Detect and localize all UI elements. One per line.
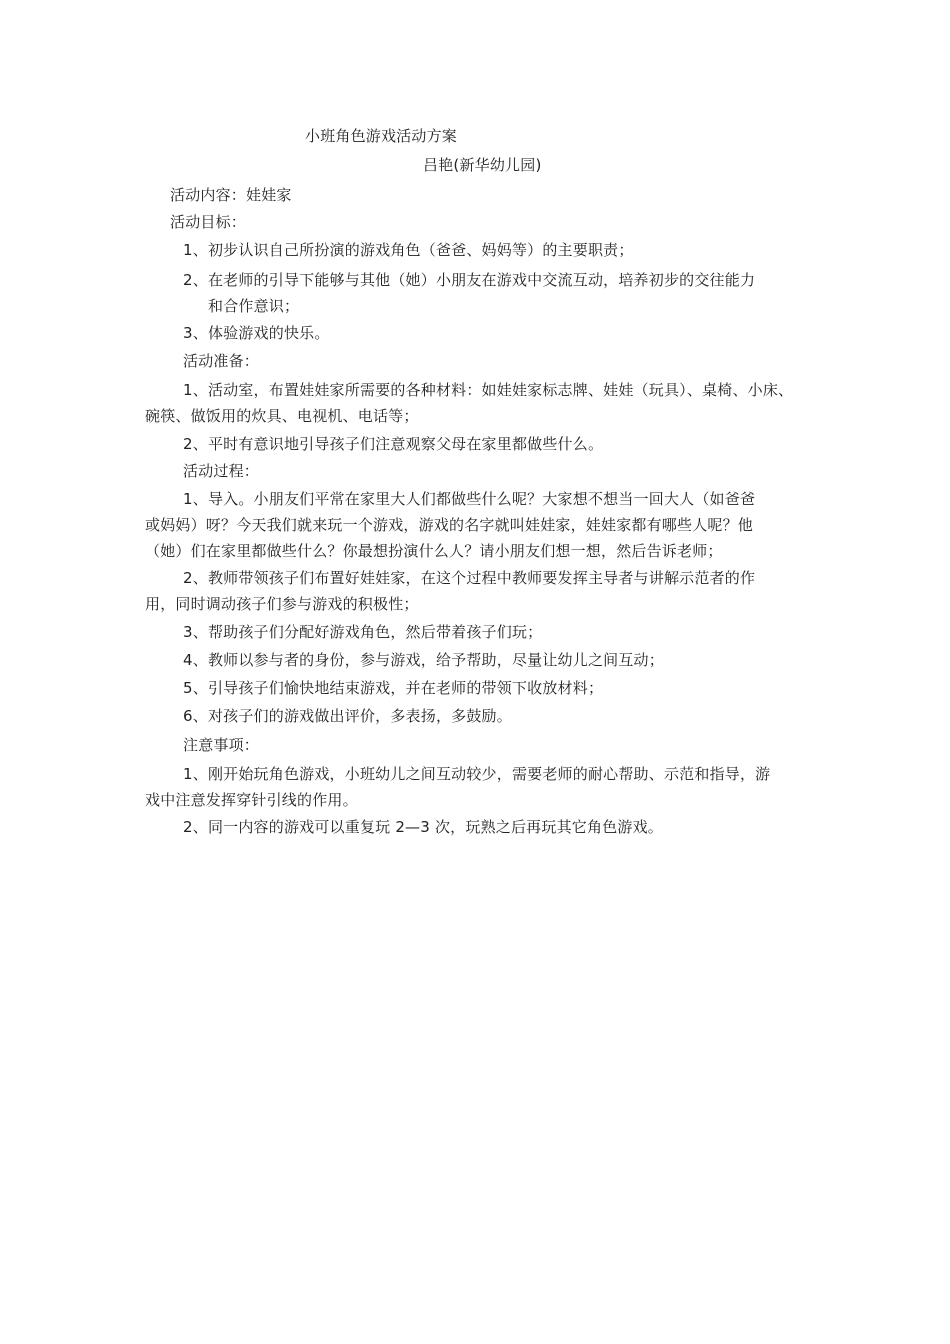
- process-item: 3、帮助孩子们分配好游戏角色，然后带着孩子们玩；: [183, 623, 543, 641]
- process-item: 2、教师带领孩子们布置好娃娃家，在这个过程中教师要发挥主导者与讲解示范者的作: [183, 569, 756, 587]
- note-item: 2、同一内容的游戏可以重复玩 2—3 次，玩熟之后再玩其它角色游戏。: [183, 818, 663, 836]
- note-item: 1、刚开始玩角色游戏，小班幼儿之间互动较少，需要老师的耐心帮助、示范和指导，游: [183, 765, 771, 783]
- document-title: 小班角色游戏活动方案: [305, 127, 458, 145]
- process-item-continuation: 或妈妈）呀？今天我们就来玩一个游戏，游戏的名字就叫娃娃家，娃娃家都有哪些人呢？他: [145, 516, 754, 534]
- goal-item: 1、初步认识自己所扮演的游戏角色（爸爸、妈妈等）的主要职责；: [183, 241, 634, 259]
- prep-heading: 活动准备：: [183, 352, 260, 370]
- process-item: 5、引导孩子们愉快地结束游戏，并在老师的带领下收放材料；: [183, 679, 604, 697]
- goal-item: 3、体验游戏的快乐。: [183, 324, 330, 342]
- goals-heading: 活动目标：: [170, 213, 247, 231]
- process-item: 4、教师以参与者的身份，参与游戏，给予帮助，尽量让幼儿之间互动；: [183, 651, 664, 669]
- document-author: 吕艳(新华幼儿园): [423, 156, 542, 174]
- prep-item: 2、平时有意识地引导孩子们注意观察父母在家里都做些什么。: [183, 435, 604, 453]
- notes-heading: 注意事项：: [183, 736, 260, 754]
- note-item-continuation: 戏中注意发挥穿针引线的作用。: [145, 791, 358, 809]
- prep-item: 1、活动室，布置娃娃家所需要的各种材料：如娃娃家标志牌、娃娃（玩具）、桌椅、小床、: [183, 381, 794, 399]
- process-item-continuation: （她）们在家里都做些什么？你最想扮演什么人？请小朋友们想一想，然后告诉老师；: [145, 542, 723, 560]
- goal-item: 2、在老师的引导下能够与其他（她）小朋友在游戏中交流互动，培养初步的交往能力: [183, 271, 756, 289]
- process-heading: 活动过程：: [183, 462, 260, 480]
- content-label: 活动内容：娃娃家: [170, 186, 292, 204]
- prep-item-continuation: 碗筷、做饭用的炊具、电视机、电话等；: [145, 407, 419, 425]
- process-item: 1、导入。小朋友们平常在家里大人们都做些什么呢？大家想不想当一回大人（如爸爸: [183, 490, 756, 508]
- goal-item-continuation: 和合作意识；: [208, 297, 300, 315]
- process-item: 6、对孩子们的游戏做出评价，多表扬，多鼓励。: [183, 707, 512, 725]
- process-item-continuation: 用，同时调动孩子们参与游戏的积极性；: [145, 595, 419, 613]
